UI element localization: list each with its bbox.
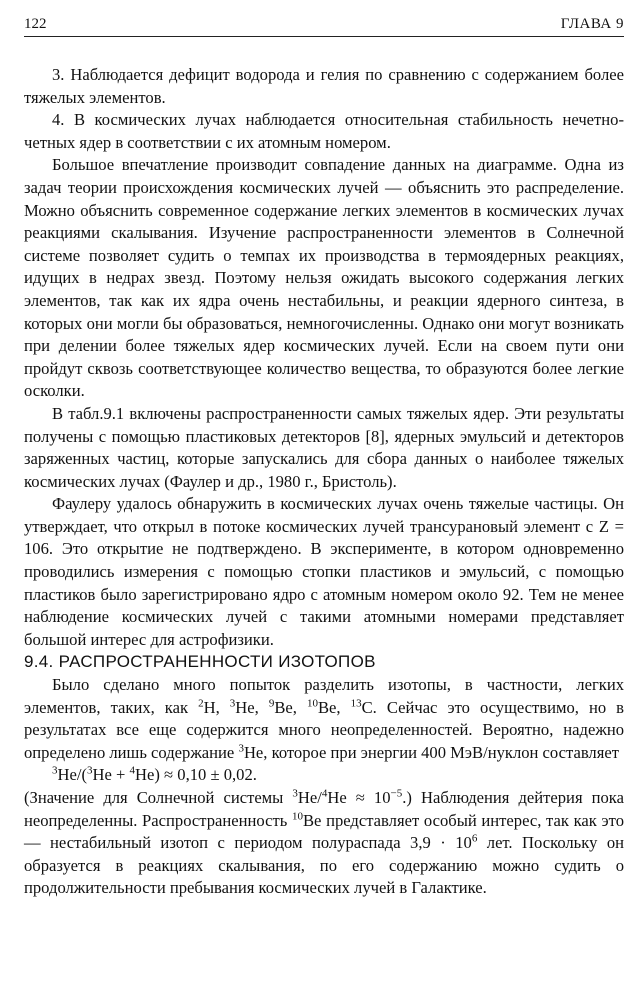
chapter-title: ГЛАВА 9 [560,16,624,32]
paragraph-isotopes: Было сделано много попыток разделить изотопы, в частности, легких элементов, таких, как $^2$H, $^3$He, $^9$Be, $^{10}$Be, $^{13}$C. Сейчас это осуществимо, но в результатах все еще содержится много неопределенностей. Вероятно, надежно определено лишь содержание $^3$He, которое при энергии 400 МэВ/нуклон составляет [24,675,625,762]
section-heading: 9.4. РАСПРОСТРАНЕННОСТИ ИЗОТОПОВ [24,652,376,672]
paragraph-item-4: 4. В космических лучах наблюдается относительная стабильность нечетно-четных ядер в соответствии с их атомным номером. [24,110,624,152]
paragraph-table-9-1: В табл.9.1 включены распространенности самых тяжелых ядер. Эти результаты получены с помощью пластиковых детекторов [8], ядерных эмульсий и детекторов заряженных частиц, которые запускались для сбора данных о наиболее тяжелых космических лучах (Фаулер и др., 1980 г., Бристоль). [24,403,624,491]
paragraph-item-3: 3. Наблюдается дефицит водорода и гелия по сравнению с содержанием более тяжелых элементов. [24,65,624,107]
page-header [24,14,624,37]
page-number: 122 [24,16,47,32]
page-body [24,64,624,900]
formula-he3-ratio: $^3$He/($^3$He + $^4$He) ≈ 0,10 ± 0,02. [52,764,257,785]
paragraph-fowler: Фаулеру удалось обнаружить в космических лучах очень тяжелые частицы. Он утверждает, что открыл в потоке космических лучей трансурановый элемент с Z = 106. Это открытие не подтверждено. В эксперименте, в котором одновременно проводились измерения с помощью стопки пластиков и эмульсий, с помощью пластиков было зарегистрировано ядро с атомным номером около 92. Тем не менее наблюдение космических лучей с такими атомными номерами представляет большой интерес для астрофизики. [24,494,624,649]
paragraph-solar-value: (Значение для Солнечной системы $^3He/^4He \approx 10^{-5}$.) Наблюдения дейтерия пока неопределенны. Распространенность $^{10}$Be представляет особый интерес, так как это — нестабильный изотоп с периодом полураспада $3,9 \cdot 10^6$ лет. Поскольку он образуется в реакциях скалывания, по его содержанию можно судить о продолжительности пребывания космических лучей в Галактике. [24,787,625,898]
paragraph-diagram-discussion: Большое впечатление производит совпадение данных на диаграмме. Одна из задач теории происхождения космических лучей — объяснить это распределение. Можно объяснить современное содержание легких элементов в космических лучах реакциями скалывания. Изучение распространенности элементов в Солнечной системе позволяет судить о темпах их производства в термоядерных реакциях, идущих в недрах звезд. Поэтому нельзя ожидать высокого содержания легких элементов, так как их ядра очень нестабильны, и реакции ядерного синтеза, в которых они могли бы образоваться, немногочисленны. Однако они могут возникать при делении более тяжелых ядер космических лучей. Если на своем пути они пройдут сквозь соответствующее количество вещества, то образуются более легкие осколки. [24,155,624,401]
